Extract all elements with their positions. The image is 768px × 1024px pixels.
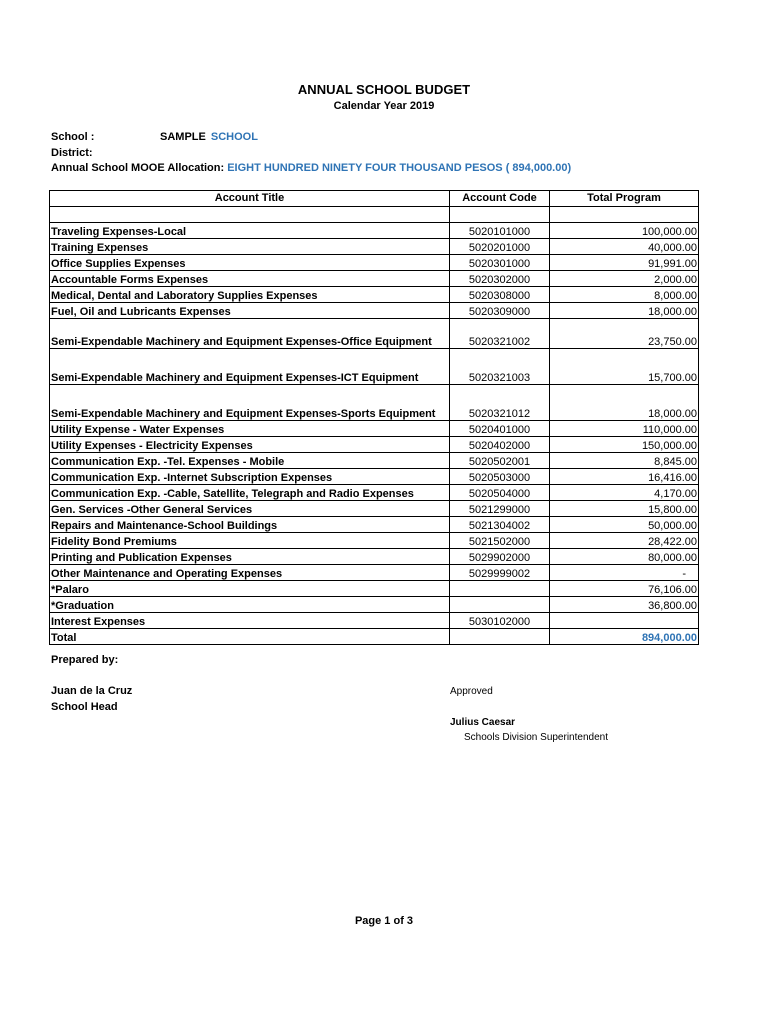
table-row <box>50 581 699 597</box>
budget-table <box>49 190 699 645</box>
row-title: *Palaro <box>50 581 450 597</box>
row-code: 5020302000 <box>450 271 550 287</box>
approved-label: Approved <box>450 686 493 697</box>
row-amount: 91,991.00 <box>550 255 699 271</box>
row-code: 5020101000 <box>450 223 550 239</box>
table-row <box>50 349 699 385</box>
row-code: 5020321003 <box>450 349 550 385</box>
row-title: Semi-Expendable Machinery and Equipment Expenses-Office Equipment <box>50 319 450 349</box>
total-label: Total <box>50 629 450 645</box>
row-amount: - <box>550 565 699 581</box>
row-title: Office Supplies Expenses <box>50 255 450 271</box>
row-code: 5021299000 <box>450 501 550 517</box>
row-amount: 8,845.00 <box>550 453 699 469</box>
document-subtitle: Calendar Year 2019 <box>333 100 435 112</box>
row-code: 5021304002 <box>450 517 550 533</box>
row-title: *Graduation <box>50 597 450 613</box>
page-number: Page 1 of 3 <box>354 915 414 927</box>
table-row <box>50 287 699 303</box>
total-code-empty <box>450 629 550 645</box>
row-amount: 80,000.00 <box>550 549 699 565</box>
table-row <box>50 565 699 581</box>
table-row <box>50 549 699 565</box>
row-title: Interest Expenses <box>50 613 450 629</box>
row-code: 5020309000 <box>450 303 550 319</box>
school-value-part1: SAMPLE <box>160 131 206 143</box>
row-title: Communication Exp. -Cable, Satellite, Telegraph and Radio Expenses <box>50 485 450 501</box>
row-code: 5020308000 <box>450 287 550 303</box>
allocation-line <box>51 162 571 174</box>
table-row-total <box>50 629 699 645</box>
row-amount: 36,800.00 <box>550 597 699 613</box>
table-row <box>50 485 699 501</box>
row-title: Semi-Expendable Machinery and Equipment Expenses-ICT Equipment <box>50 349 450 385</box>
row-title: Utility Expenses - Electricity Expenses <box>50 437 450 453</box>
row-amount: 2,000.00 <box>550 271 699 287</box>
header-total-program: Total Program <box>550 191 699 207</box>
row-amount: 8,000.00 <box>550 287 699 303</box>
school-value-part2: SCHOOL <box>210 131 258 143</box>
approved-name: Julius Caesar <box>450 717 516 728</box>
row-amount: 23,750.00 <box>550 319 699 349</box>
approved-position: Schools Division Superintendent <box>464 732 608 743</box>
header-account-code: Account Code <box>450 191 550 207</box>
row-code: 5020503000 <box>450 469 550 485</box>
prepared-position: School Head <box>51 701 118 713</box>
row-code: 5020402000 <box>450 437 550 453</box>
row-amount: 15,800.00 <box>550 501 699 517</box>
row-title: Semi-Expendable Machinery and Equipment Expenses-Sports Equipment <box>50 385 450 421</box>
row-amount: 18,000.00 <box>550 385 699 421</box>
row-code: 5029999002 <box>450 565 550 581</box>
row-code: 5020504000 <box>450 485 550 501</box>
row-amount: 150,000.00 <box>550 437 699 453</box>
row-code: 5020401000 <box>450 421 550 437</box>
row-amount: 16,416.00 <box>550 469 699 485</box>
row-amount: 76,106.00 <box>550 581 699 597</box>
row-code: 5020502001 <box>450 453 550 469</box>
row-title: Gen. Services -Other General Services <box>50 501 450 517</box>
table-row <box>50 437 699 453</box>
table-row <box>50 533 699 549</box>
table-row <box>50 385 699 421</box>
table-row-blank <box>50 207 699 223</box>
allocation-value: EIGHT HUNDRED NINETY FOUR THOUSAND PESOS ( 894,000.00) <box>227 162 572 174</box>
row-title: Fuel, Oil and Lubricants Expenses <box>50 303 450 319</box>
row-code: 5020321002 <box>450 319 550 349</box>
header-account-title: Account Title <box>50 191 450 207</box>
district-label: District: <box>51 147 93 159</box>
table-row <box>50 613 699 629</box>
row-title: Training Expenses <box>50 239 450 255</box>
prepared-name: Juan de la Cruz <box>51 685 133 697</box>
row-code: 5030102000 <box>450 613 550 629</box>
row-title: Fidelity Bond Premiums <box>50 533 450 549</box>
row-title: Accountable Forms Expenses <box>50 271 450 287</box>
row-title: Communication Exp. -Internet Subscription Expenses <box>50 469 450 485</box>
row-amount: 100,000.00 <box>550 223 699 239</box>
row-code: 5020301000 <box>450 255 550 271</box>
row-code: 5021502000 <box>450 533 550 549</box>
table-row <box>50 517 699 533</box>
row-amount: 50,000.00 <box>550 517 699 533</box>
table-row <box>50 421 699 437</box>
row-code: 5020201000 <box>450 239 550 255</box>
table-row <box>50 239 699 255</box>
row-title: Other Maintenance and Operating Expenses <box>50 565 450 581</box>
row-amount: 110,000.00 <box>550 421 699 437</box>
table-row <box>50 271 699 287</box>
total-amount: 894,000.00 <box>550 629 699 645</box>
table-row <box>50 223 699 239</box>
row-amount: 4,170.00 <box>550 485 699 501</box>
row-amount: 40,000.00 <box>550 239 699 255</box>
table-row <box>50 501 699 517</box>
row-title: Communication Exp. -Tel. Expenses - Mobile <box>50 453 450 469</box>
row-title: Traveling Expenses-Local <box>50 223 450 239</box>
prepared-by-label: Prepared by: <box>51 654 119 666</box>
document-title: ANNUAL SCHOOL BUDGET <box>297 82 471 97</box>
row-title: Printing and Publication Expenses <box>50 549 450 565</box>
table-row <box>50 303 699 319</box>
row-title: Utility Expense - Water Expenses <box>50 421 450 437</box>
row-amount: 15,700.00 <box>550 349 699 385</box>
row-amount <box>550 613 699 629</box>
table-row <box>50 469 699 485</box>
row-title: Medical, Dental and Laboratory Supplies Expenses <box>50 287 450 303</box>
table-row <box>50 453 699 469</box>
row-title: Repairs and Maintenance-School Buildings <box>50 517 450 533</box>
row-code: 5029902000 <box>450 549 550 565</box>
school-label: School : <box>51 131 95 143</box>
allocation-label: Annual School MOOE Allocation: <box>51 162 225 174</box>
table-row <box>50 319 699 349</box>
row-code <box>450 597 550 613</box>
row-code: 5020321012 <box>450 385 550 421</box>
school-value <box>160 131 258 143</box>
row-code <box>450 581 550 597</box>
row-amount: 28,422.00 <box>550 533 699 549</box>
table-row <box>50 597 699 613</box>
table-row <box>50 255 699 271</box>
row-amount: 18,000.00 <box>550 303 699 319</box>
